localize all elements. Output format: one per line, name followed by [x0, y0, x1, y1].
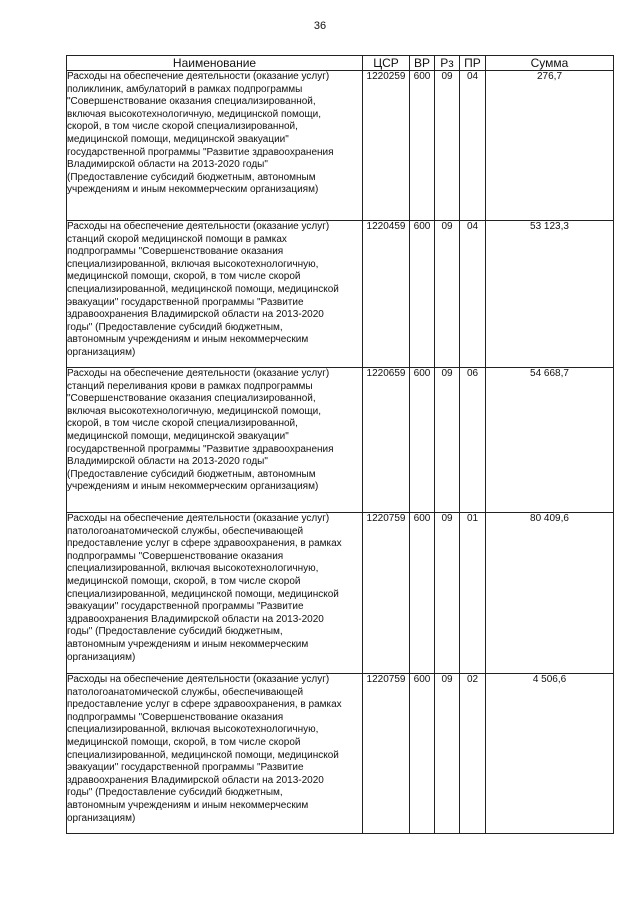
table-row	[67, 513, 614, 674]
row-rz: 09	[435, 71, 460, 221]
row-name: Расходы на обеспечение деятельности (оказание услуг) станций переливания крови в рамках подпрограммы "Совершенствование оказания специализированной, включая высокотехнологичную, медицинской помощи, скорой, в том числе скорой специализированной, медицинской помощи, медицинской эвакуации" государственной программы "Развитие здравоохранения Владимирской области на 2013-2020 годы" (Предоставление субсидий бюджетным, автономным учреждениям и иным некоммерческим организациям)	[67, 368, 363, 513]
header-rz: Рз	[435, 56, 460, 71]
row-csr: 1220759	[363, 513, 410, 674]
table-row	[67, 71, 614, 221]
row-pr: 02	[460, 674, 486, 834]
header-csr: ЦСР	[363, 56, 410, 71]
row-rz: 09	[435, 368, 460, 513]
row-csr: 1220759	[363, 674, 410, 834]
row-name: Расходы на обеспечение деятельности (оказание услуг) поликлиник, амбулаторий в рамках подпрограммы "Совершенствование оказания специализированной, включая высокотехнологичную, медицинской помощи, скорой, в том числе скорой специализированной, медицинской помощи, медицинской эвакуации" государственной программы "Развитие здравоохранения Владимирской области на 2013-2020 годы" (Предоставление субсидий бюджетным, автономным учреждениям и иным некоммерческим организациям)	[67, 71, 363, 221]
header-name: Наименование	[67, 56, 363, 71]
table-header-row	[67, 56, 614, 71]
row-csr: 1220459	[363, 221, 410, 368]
row-csr: 1220659	[363, 368, 410, 513]
table-row	[67, 368, 614, 513]
row-sum: 54 668,7	[486, 368, 614, 513]
row-vr: 600	[410, 674, 435, 834]
page-number: 36	[313, 20, 327, 32]
row-pr: 04	[460, 71, 486, 221]
table-row	[67, 674, 614, 834]
row-vr: 600	[410, 221, 435, 368]
row-rz: 09	[435, 221, 460, 368]
row-vr: 600	[410, 71, 435, 221]
row-pr: 06	[460, 368, 486, 513]
header-sum: Сумма	[486, 56, 614, 71]
row-vr: 600	[410, 368, 435, 513]
row-pr: 01	[460, 513, 486, 674]
row-sum: 80 409,6	[486, 513, 614, 674]
row-rz: 09	[435, 674, 460, 834]
header-vr: ВР	[410, 56, 435, 71]
row-name: Расходы на обеспечение деятельности (оказание услуг) станций скорой медицинской помощи в рамках подпрограммы "Совершенствование оказания специализированной, включая высокотехнологичную, медицинской помощи, скорой, в том числе скорой специализированной, медицинской помощи, медицинской эвакуации" государственной программы "Развитие здравоохранения Владимирской области на 2013-2020 годы" (Предоставление субсидий бюджетным, автономным учреждениям и иным некоммерческим организациям)	[67, 221, 363, 368]
table-row	[67, 221, 614, 368]
row-sum: 4 506,6	[486, 674, 614, 834]
header-pr: ПР	[460, 56, 486, 71]
budget-table	[66, 55, 614, 834]
row-pr: 04	[460, 221, 486, 368]
row-name: Расходы на обеспечение деятельности (оказание услуг) патологоанатомической службы, обеспечивающей предоставление услуг в сфере здравоохранения, в рамках подпрограммы "Совершенствование оказания специализированной, включая высокотехнологичную, медицинской помощи, скорой, в том числе скорой специализированной, медицинской помощи, медицинской эвакуации" государственной программы "Развитие здравоохранения Владимирской области на 2013-2020 годы" (Предоставление субсидий бюджетным, автономным учреждениям и иным некоммерческим организациям)	[67, 674, 363, 834]
row-sum: 53 123,3	[486, 221, 614, 368]
row-rz: 09	[435, 513, 460, 674]
row-csr: 1220259	[363, 71, 410, 221]
row-vr: 600	[410, 513, 435, 674]
row-sum: 276,7	[486, 71, 614, 221]
row-name: Расходы на обеспечение деятельности (оказание услуг) патологоанатомической службы, обеспечивающей предоставление услуг в сфере здравоохранения, в рамках подпрограммы "Совершенствование оказания специализированной, включая высокотехнологичную, медицинской помощи, скорой, в том числе скорой специализированной, медицинской помощи, медицинской эвакуации" государственной программы "Развитие здравоохранения Владимирской области на 2013-2020 годы" (Предоставление субсидий бюджетным, автономным учреждениям и иным некоммерческим организациям)	[67, 513, 363, 674]
